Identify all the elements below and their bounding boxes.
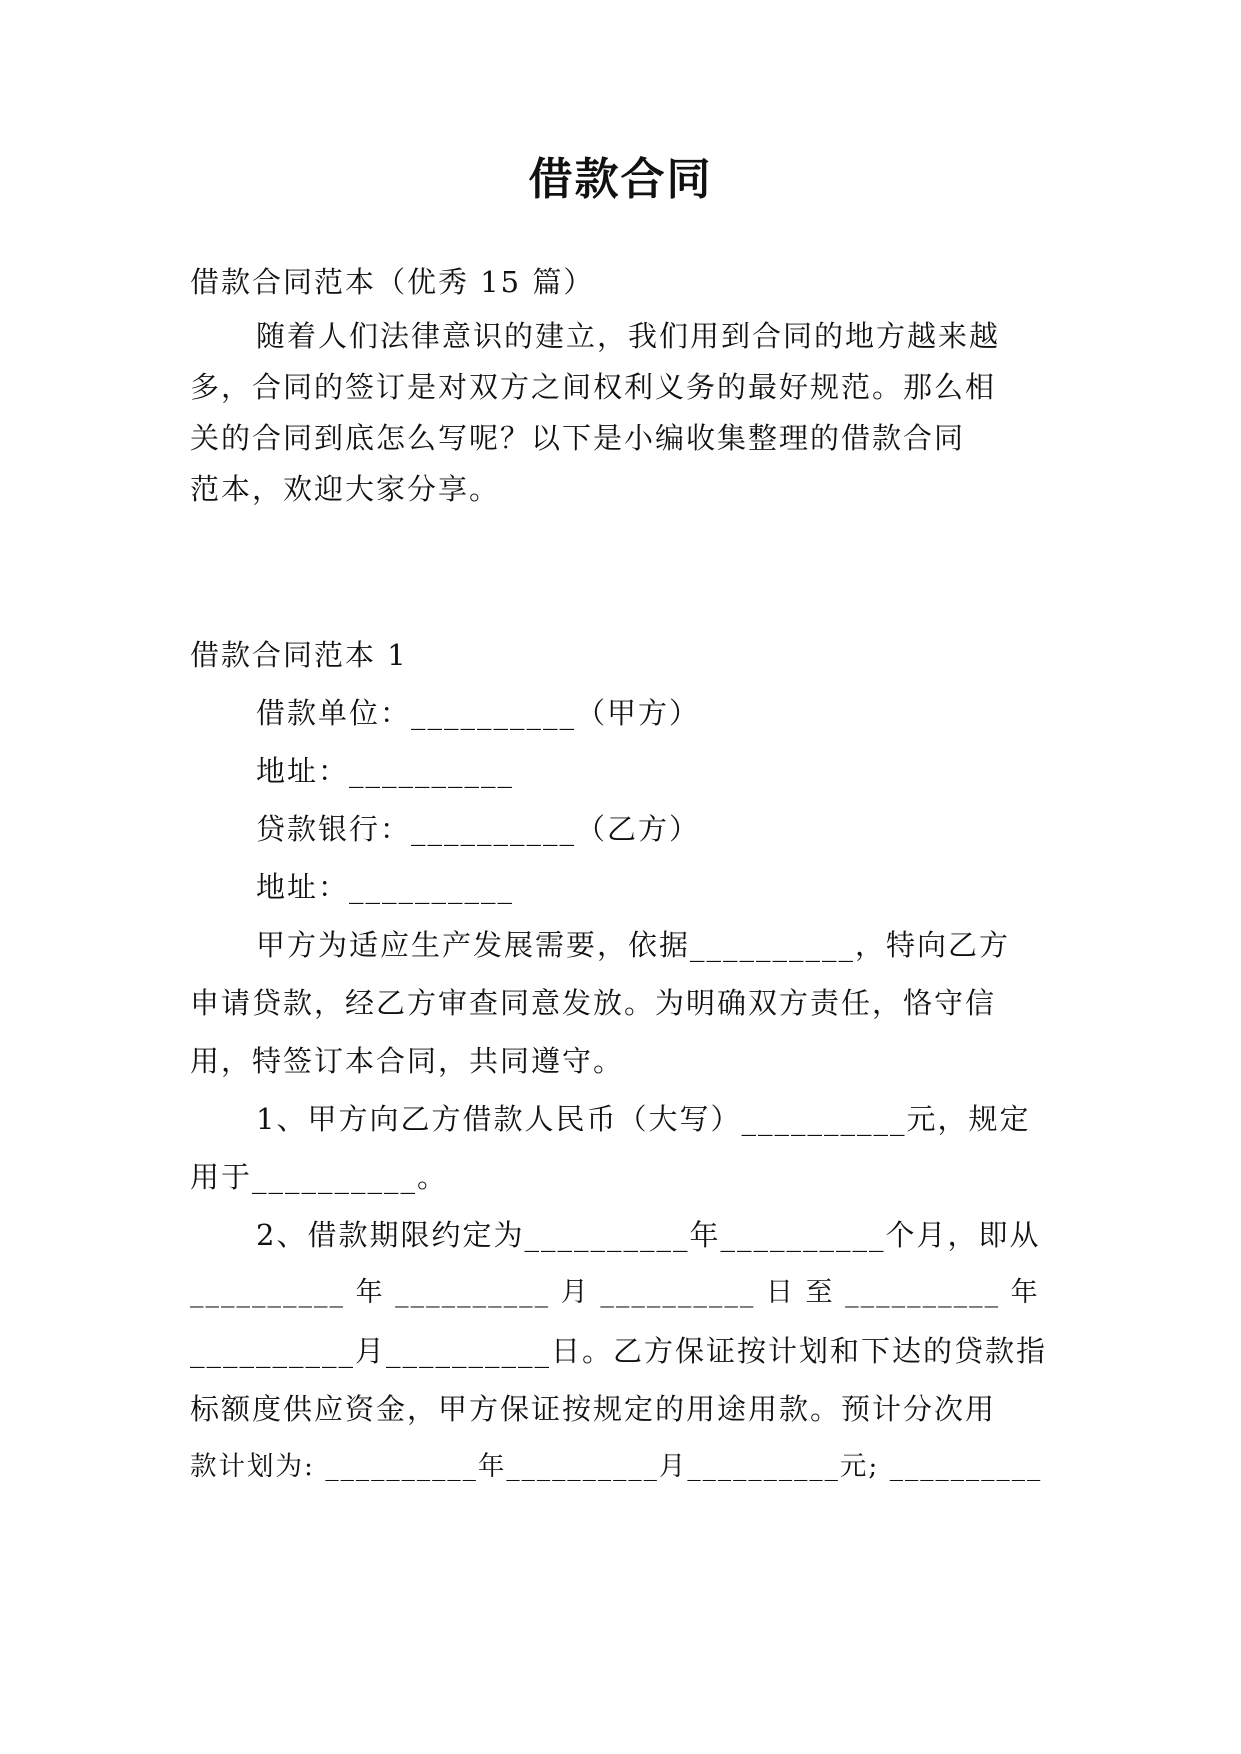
field-borrower-address: 地址：__________ — [256, 754, 515, 788]
clause1-line-2: 用于__________。 — [190, 1160, 449, 1194]
clause2-line-4: 标额度供应资金，甲方保证按规定的用途用款。预计分次用 — [190, 1392, 997, 1426]
intro-line-1: 随着人们法律意识的建立，我们用到合同的地方越来越 — [256, 319, 1001, 353]
clause1-line-1: 1、甲方向乙方借款人民币（大写）__________元，规定 — [256, 1102, 1031, 1136]
intro-line-3: 关的合同到底怎么写呢？以下是小编收集整理的借款合同 — [190, 421, 966, 455]
document-subtitle: 借款合同范本（优秀 15 篇） — [190, 265, 595, 299]
field-lender-bank: 贷款银行：__________（乙方） — [256, 812, 701, 846]
document-title: 借款合同 — [528, 154, 713, 205]
preamble-line-2: 申请贷款，经乙方审查同意发放。为明确双方责任，恪守信 — [190, 986, 997, 1020]
field-lender-address: 地址：__________ — [256, 870, 515, 904]
clause2-line-1: 2、借款期限约定为__________年__________个月，即从 — [256, 1218, 1041, 1252]
preamble-line-3: 用，特签订本合同，共同遵守。 — [190, 1044, 625, 1078]
section-title: 借款合同范本 1 — [190, 638, 408, 672]
field-borrower: 借款单位：__________（甲方） — [256, 696, 701, 730]
intro-line-2: 多，合同的签订是对双方之间权利义务的最好规范。那么相 — [190, 370, 997, 404]
clause2-line-3: __________月__________日。乙方保证按计划和下达的贷款指 — [190, 1334, 1048, 1368]
preamble-line-1: 甲方为适应生产发展需要，依据__________，特向乙方 — [256, 928, 1011, 962]
clause2-line-5: 款计划为: __________年__________月__________元; __________ — [190, 1451, 1043, 1482]
clause2-line-2: __________ 年 __________ 月 __________ 日 至 __________ 年 — [190, 1277, 1040, 1308]
intro-line-4: 范本，欢迎大家分享。 — [190, 472, 501, 506]
